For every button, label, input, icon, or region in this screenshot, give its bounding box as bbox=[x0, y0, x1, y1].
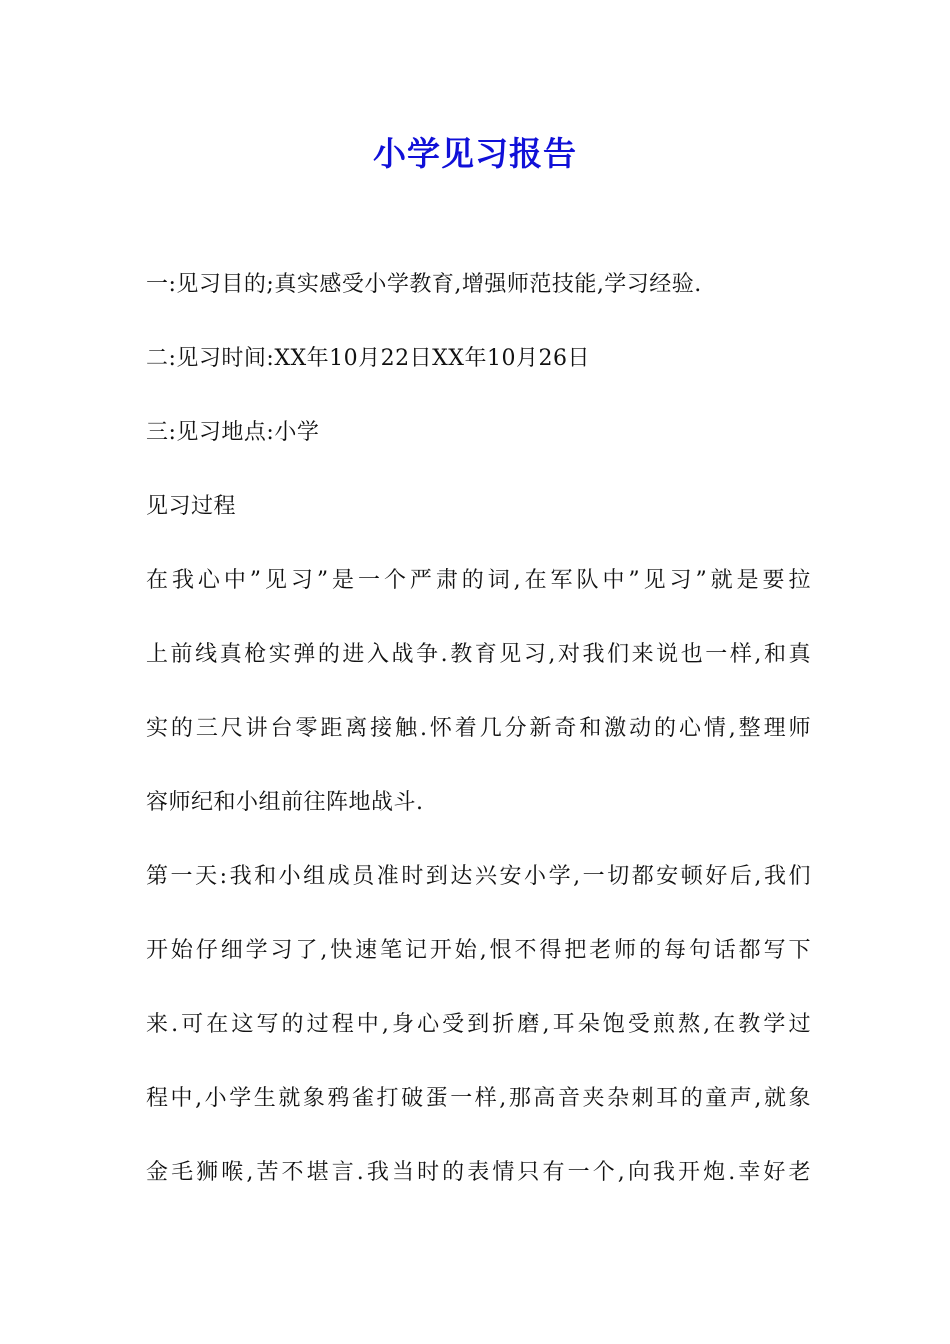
paragraph-location: 三:见习地点:小学 bbox=[146, 420, 320, 445]
paragraph-time: 二:见习时间:XX年10月22日XX年10月26日 bbox=[146, 346, 590, 371]
body-line: 第一天:我和小组成员准时到达兴安小学,一切都安顿好后,我们 bbox=[146, 864, 811, 889]
body-line: 来.可在这写的过程中,身心受到折磨,耳朵饱受煎熬,在教学过 bbox=[146, 1012, 811, 1037]
body-line: 程中,小学生就象鸦雀打破蛋一样,那高音夹杂刺耳的童声,就象 bbox=[146, 1086, 811, 1111]
body-line: 上前线真枪实弹的进入战争.教育见习,对我们来说也一样,和真 bbox=[146, 642, 811, 667]
document-title: 小学见习报告 bbox=[373, 134, 577, 173]
body-line: 容师纪和小组前往阵地战斗. bbox=[146, 790, 424, 815]
body-line: 在我心中”见习”是一个严肃的词,在军队中”见习”就是要拉 bbox=[146, 568, 811, 593]
section-heading-process: 见习过程 bbox=[146, 494, 237, 519]
body-line: 实的三尺讲台零距离接触.怀着几分新奇和激动的心情,整理师 bbox=[146, 716, 811, 741]
body-line: 金毛狮喉,苦不堪言.我当时的表情只有一个,向我开炮.幸好老 bbox=[146, 1160, 811, 1185]
body-line: 开始仔细学习了,快速笔记开始,恨不得把老师的每句话都写下 bbox=[146, 938, 811, 963]
paragraph-purpose: 一:见习目的;真实感受小学教育,增强师范技能,学习经验. bbox=[146, 272, 702, 297]
